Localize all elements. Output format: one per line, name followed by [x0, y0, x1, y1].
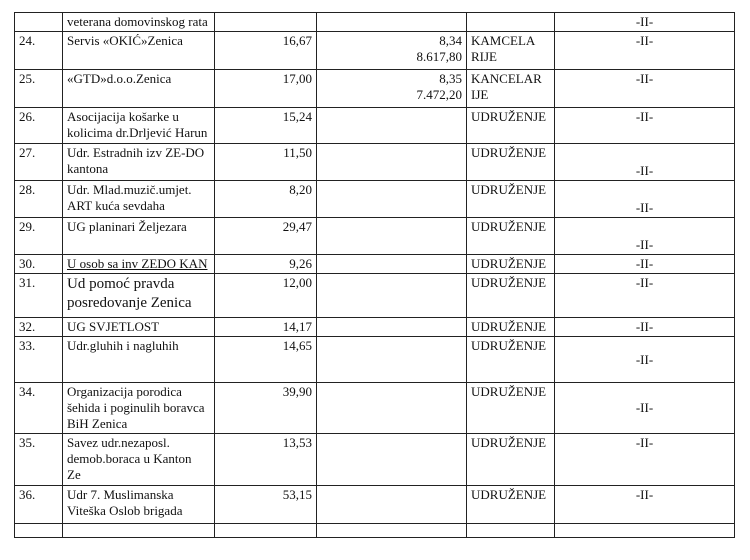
- row-number: [15, 274, 63, 318]
- area-value: [215, 70, 317, 108]
- note-value: [555, 337, 735, 383]
- area-value-text: 39,90: [282, 384, 312, 399]
- area-value: [215, 13, 317, 32]
- table-row: [15, 337, 735, 383]
- row-number-text: 30.: [19, 256, 36, 271]
- note-value-text: -II-: [635, 200, 654, 215]
- category-value: [467, 13, 555, 32]
- amount-value-text: 8,34 8.617,80: [416, 33, 462, 64]
- note-value: [555, 13, 735, 32]
- tenant-name: [63, 274, 215, 318]
- note-value: [555, 144, 735, 181]
- category-value: [467, 181, 555, 218]
- row-number-text: 36.: [19, 487, 36, 502]
- category-value: [467, 144, 555, 181]
- note-value-text: -II-: [635, 237, 654, 252]
- note-value-text: -II-: [635, 352, 654, 367]
- tenant-name-text: Asocijacija košarke u kolicima dr.Drljević Harun: [67, 109, 208, 140]
- category-value-text: UDRUŽENJE: [471, 384, 547, 399]
- row-number-text: 33.: [19, 338, 36, 353]
- area-value-text: 14,17: [282, 319, 312, 334]
- tenant-name: [63, 144, 215, 181]
- category-value-text: UDRUŽENJE: [471, 219, 547, 234]
- area-value-text: 9,26: [289, 256, 312, 271]
- table-row: [15, 144, 735, 181]
- note-value-text: -II-: [635, 256, 654, 271]
- tenant-name: [63, 181, 215, 218]
- note-value: [555, 218, 735, 255]
- note-value-text: -II-: [635, 319, 654, 334]
- area-value-text: 53,15: [282, 487, 312, 502]
- tenant-name-text: U osob sa inv ZEDO KAN: [67, 256, 208, 271]
- row-number-text: 32.: [19, 319, 36, 334]
- note-value-text: -II-: [635, 163, 654, 178]
- table-row: [15, 32, 735, 70]
- tenant-name: [63, 486, 215, 524]
- row-number-text: 24.: [19, 33, 36, 48]
- category-value: [467, 70, 555, 108]
- category-value-text: UDRUŽENJE: [471, 338, 547, 353]
- area-value: [215, 181, 317, 218]
- category-value: [467, 318, 555, 337]
- row-number-text: 27.: [19, 145, 36, 160]
- row-number-text: 35.: [19, 435, 36, 450]
- area-value: [215, 524, 317, 538]
- tenant-name: [63, 383, 215, 434]
- note-value: [555, 383, 735, 434]
- tenant-name: [63, 337, 215, 383]
- category-value-text: UDRUŽENJE: [471, 319, 547, 334]
- note-value: [555, 486, 735, 524]
- table-row: [15, 13, 735, 32]
- amount-value-text: 8,35 7.472,20: [416, 71, 462, 102]
- note-value: [555, 434, 735, 486]
- note-value-text: -II-: [635, 435, 654, 450]
- row-number: [15, 486, 63, 524]
- area-value: [215, 218, 317, 255]
- area-value: [215, 32, 317, 70]
- tenant-name: [63, 70, 215, 108]
- area-value: [215, 318, 317, 337]
- note-value-text: -II-: [635, 109, 654, 124]
- note-value-text: -II-: [635, 400, 654, 415]
- table-row: [15, 218, 735, 255]
- amount-value: [317, 434, 467, 486]
- row-number: [15, 144, 63, 181]
- row-number-text: 31.: [19, 275, 36, 290]
- amount-value: [317, 32, 467, 70]
- amount-value: [317, 144, 467, 181]
- amount-value: [317, 13, 467, 32]
- table-row: [15, 524, 735, 538]
- row-number: [15, 181, 63, 218]
- category-value: [467, 434, 555, 486]
- area-value: [215, 274, 317, 318]
- note-value-text: -II-: [635, 33, 654, 48]
- row-number: [15, 32, 63, 70]
- row-number: [15, 434, 63, 486]
- area-value-text: 29,47: [282, 219, 312, 234]
- row-number: [15, 218, 63, 255]
- area-value-text: 13,53: [282, 435, 312, 450]
- note-value: [555, 524, 735, 538]
- note-value: [555, 108, 735, 144]
- tenant-name-text: «GTD»d.o.o.Zenica: [67, 71, 172, 86]
- row-number-text: 29.: [19, 219, 36, 234]
- category-value: [467, 274, 555, 318]
- tenant-name: [63, 255, 215, 274]
- row-number-text: 34.: [19, 384, 36, 399]
- category-value: [467, 255, 555, 274]
- amount-value: [317, 318, 467, 337]
- table-row: [15, 108, 735, 144]
- table-row: [15, 434, 735, 486]
- tenant-name-text: Ud pomoć pravda posredovanje Zenica: [67, 276, 192, 311]
- category-value: [467, 383, 555, 434]
- area-value-text: 14,65: [282, 338, 312, 353]
- note-value: [555, 255, 735, 274]
- note-value: [555, 32, 735, 70]
- row-number: [15, 108, 63, 144]
- row-number: [15, 13, 63, 32]
- amount-value: [317, 524, 467, 538]
- table-row: [15, 318, 735, 337]
- area-value: [215, 486, 317, 524]
- category-value-text: UDRUŽENJE: [471, 256, 547, 271]
- amount-value: [317, 274, 467, 318]
- amount-value: [317, 337, 467, 383]
- tenant-name-text: Udr. Estradnih izv ZE-DO kantona: [67, 145, 205, 176]
- category-value: [467, 524, 555, 538]
- area-value-text: 15,24: [282, 109, 312, 124]
- area-value-text: 17,00: [282, 71, 312, 86]
- tenant-name-text: Udr. Mlad.muzič.umjet. ART kuća sevdaha: [67, 182, 192, 213]
- area-value-text: 8,20: [289, 182, 312, 197]
- lease-table: [14, 12, 735, 538]
- amount-value: [317, 181, 467, 218]
- area-value: [215, 434, 317, 486]
- tenant-name: [63, 524, 215, 538]
- tenant-name-text: UG planinari Željezara: [67, 219, 187, 234]
- area-value: [215, 255, 317, 274]
- category-value-text: UDRUŽENJE: [471, 275, 547, 290]
- category-value-text: KAMCELA RIJE: [471, 33, 536, 64]
- row-number: [15, 318, 63, 337]
- note-value-text: -II-: [635, 14, 654, 29]
- note-value-text: -II-: [635, 71, 654, 86]
- area-value: [215, 383, 317, 434]
- note-value-text: -II-: [635, 487, 654, 502]
- amount-value: [317, 255, 467, 274]
- category-value: [467, 108, 555, 144]
- tenant-name-text: Udr.gluhih i nagluhih: [67, 338, 179, 353]
- amount-value: [317, 218, 467, 255]
- amount-value: [317, 486, 467, 524]
- row-number: [15, 255, 63, 274]
- row-number: [15, 383, 63, 434]
- category-value-text: UDRUŽENJE: [471, 487, 547, 502]
- area-value: [215, 108, 317, 144]
- table-row: [15, 181, 735, 218]
- category-value-text: UDRUŽENJE: [471, 435, 547, 450]
- note-value: [555, 70, 735, 108]
- area-value: [215, 337, 317, 383]
- tenant-name-text: veterana domovinskog rata: [67, 14, 208, 29]
- amount-value: [317, 383, 467, 434]
- note-value-text: -II-: [635, 275, 654, 290]
- note-value: [555, 181, 735, 218]
- note-value: [555, 274, 735, 318]
- category-value: [467, 218, 555, 255]
- category-value: [467, 337, 555, 383]
- area-value: [215, 144, 317, 181]
- area-value-text: 12,00: [282, 275, 312, 290]
- row-number-text: 28.: [19, 182, 36, 197]
- table-row: [15, 255, 735, 274]
- category-value-text: UDRUŽENJE: [471, 109, 547, 124]
- category-value-text: UDRUŽENJE: [471, 182, 547, 197]
- category-value-text: UDRUŽENJE: [471, 145, 547, 160]
- area-value-text: 16,67: [282, 33, 312, 48]
- category-value-text: KANCELAR IJE: [471, 71, 542, 102]
- tenant-name: [63, 32, 215, 70]
- table-row: [15, 70, 735, 108]
- tenant-name: [63, 434, 215, 486]
- tenant-name-text: UG SVJETLOST: [67, 319, 160, 334]
- note-value: [555, 318, 735, 337]
- row-number: [15, 524, 63, 538]
- tenant-name: [63, 108, 215, 144]
- amount-value: [317, 108, 467, 144]
- tenant-name: [63, 13, 215, 32]
- area-value-text: 11,50: [283, 145, 312, 160]
- row-number: [15, 70, 63, 108]
- row-number: [15, 337, 63, 383]
- amount-value: [317, 70, 467, 108]
- table-row: [15, 274, 735, 318]
- tenant-name-text: Organizacija porodica šehida i poginulih boravca BiH Zenica: [67, 384, 205, 431]
- row-number-text: 26.: [19, 109, 36, 124]
- table-row: [15, 383, 735, 434]
- category-value: [467, 32, 555, 70]
- tenant-name-text: Udr 7. Muslimanska Viteška Oslob brigada: [67, 487, 183, 518]
- tenant-name-text: Savez udr.nezaposl. demob.boraca u Kanton Ze: [67, 435, 192, 482]
- table-row: [15, 486, 735, 524]
- tenant-name: [63, 218, 215, 255]
- row-number-text: 25.: [19, 71, 36, 86]
- tenant-name: [63, 318, 215, 337]
- tenant-name-text: Servis «OKIĆ»Zenica: [67, 33, 183, 48]
- category-value: [467, 486, 555, 524]
